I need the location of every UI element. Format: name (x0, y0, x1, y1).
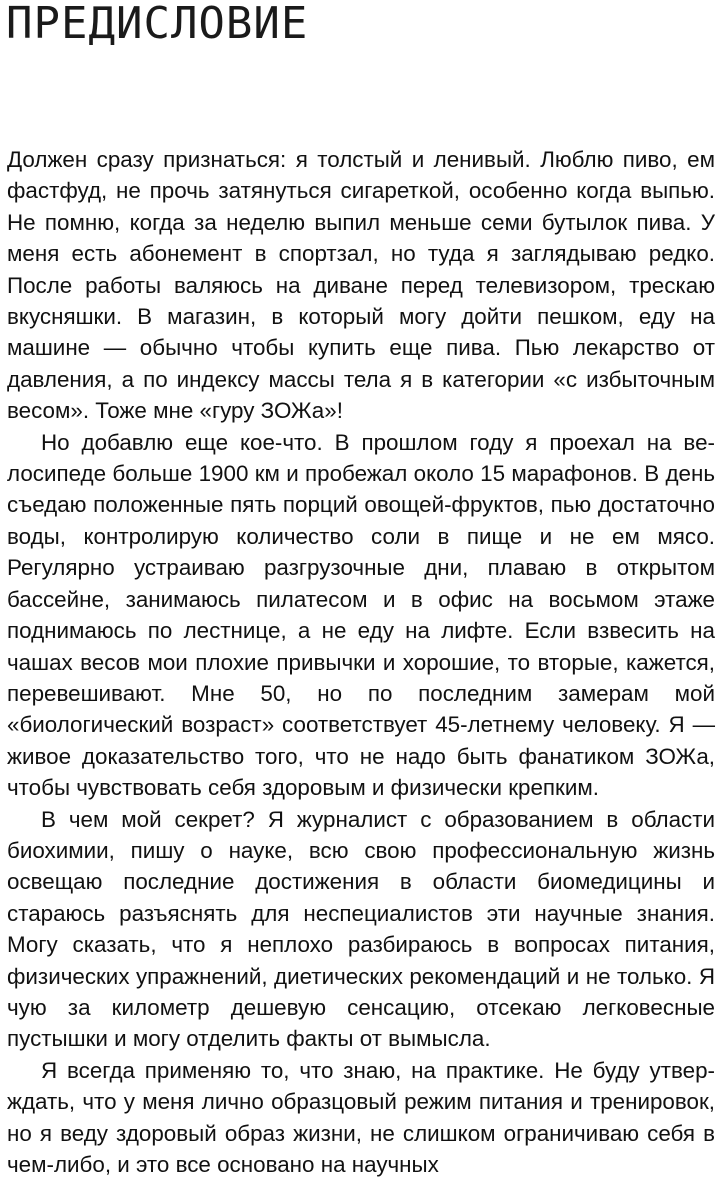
paragraph-3: В чем мой секрет? Я журналист с образованием в области биохимии, пишу о науке, всю свою профессиональную жизнь освещаю последние достижения в области биомедицины и стараюсь разъяснять для неспециалистов эти научные знания. Могу сказать, что я неплохо разбираюсь в вопросах питания, физических упражнений, диетических рекомендаций и не только. Я чую за километр дешевую сенсацию, отсекаю легковесные пустышки и могу отделить факты от вымысла. (7, 806, 715, 1052)
body-text (7, 144, 715, 1180)
chapter-title: ПРЕДИСЛОВИЕ (6, 0, 309, 49)
paragraph-2: Но добавлю еще кое-что. В прошлом году я проехал на велосипеде больше 1900 км и пробежал около 15 марафонов. В день съедаю положенные пять порций овощей-фруктов, пью достаточно воды, контролирую количество соли в пище и не ем мясо. Регулярно устраиваю разгрузочные дни, плаваю в открытом бассейне, занимаюсь пилатесом и в офис на восьмом этаже поднимаюсь по лестнице, а не еду на лифте. Если взвесить на чашах весов мои плохие привычки и хорошие, то вторые, кажется, перевешивают. Мне 50, но по последним замерам мой «биологический возраст» соответствует 45-летнему человеку. Я — живое доказательство того, что не надо быть фанатиком ЗОЖа, чтобы чувствовать себя здоровым и физически крепким. (7, 429, 715, 801)
paragraph-1: Должен сразу признаться: я толстый и ленивый. Люблю пиво, ем фастфуд, не прочь затянуться сигареткой, особенно когда выпью. Не помню, когда за неделю выпил меньше семи бутылок пива. У меня есть абонемент в спортзал, но туда я заглядываю редко. После работы валяюсь на диване перед телевизором, трескаю вкусняшки. В магазин, в который могу дойти пешком, еду на машине — обычно чтобы купить еще пива. Пью лекарство от давления, а по индексу массы тела я в категории «с избыточным весом». Тоже мне «гуру ЗОЖа»! (7, 147, 715, 424)
paragraph-4: Я всегда применяю то, что знаю, на практике. Не буду утверждать, что у меня лично образцовый режим питания и тренировок, но я веду здоровый образ жизни, не слишком ограничиваю себя в чем-либо, и это все основано на научных (7, 1057, 715, 1177)
